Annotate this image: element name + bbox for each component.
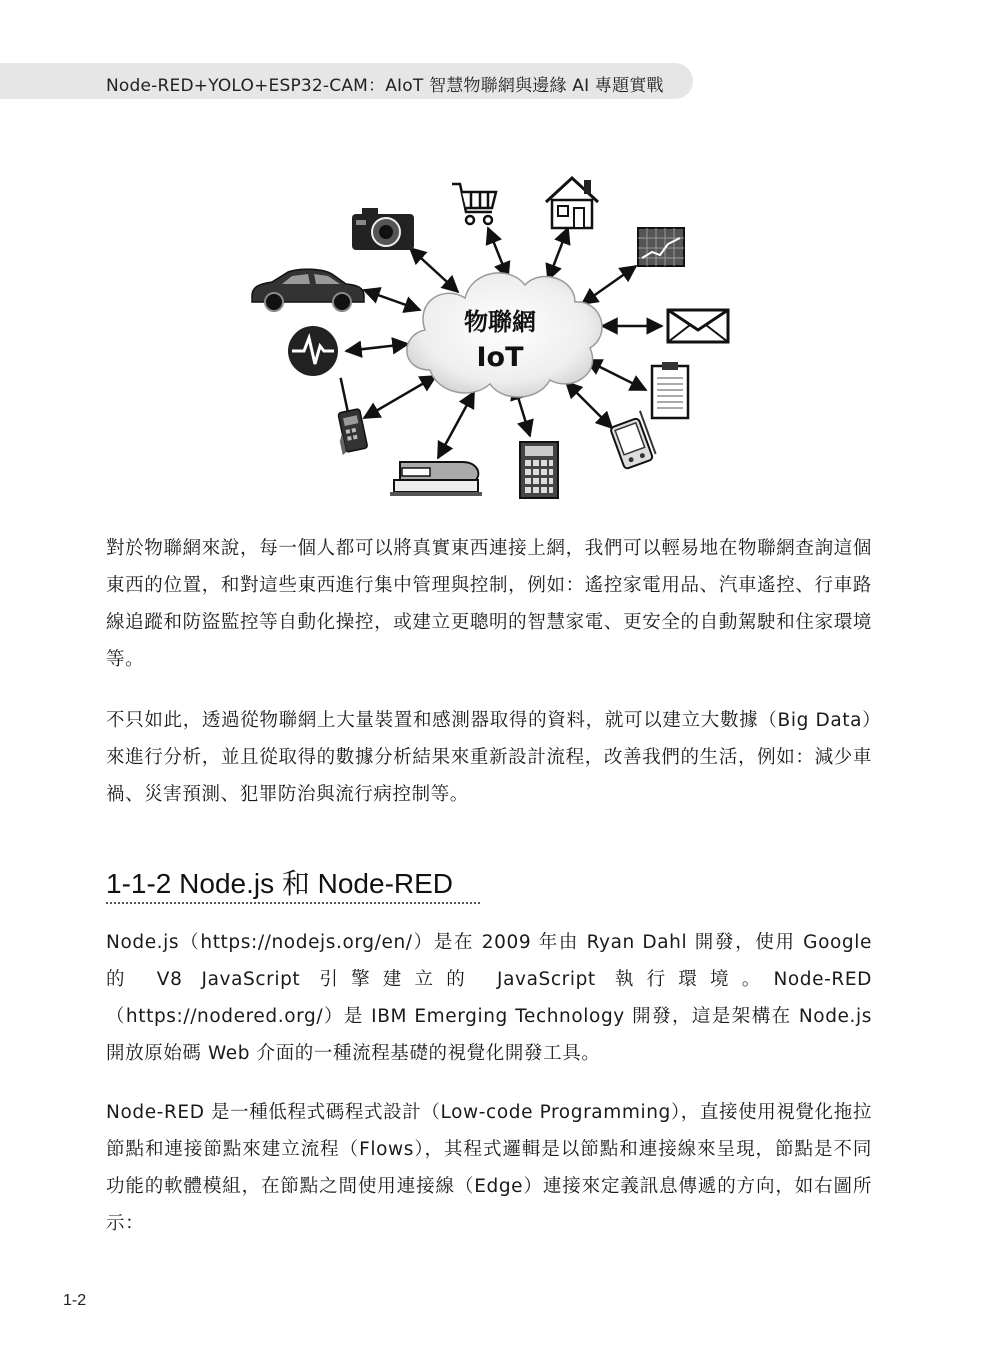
envelope-icon [668, 310, 728, 342]
calculator-icon [520, 442, 558, 498]
arrow-printer [438, 392, 474, 458]
paragraph-big-data: 不只如此，透過從物聯網上大量裝置和感測器取得的資料，就可以建立大數據（Big Data）來進行分析，並且從取得的數據分析結果來重新設計流程，改善我們的生活，例如：減少車禍、災害預測、犯罪防治與流行病控制等。 [106, 710, 872, 805]
pda-icon [608, 411, 657, 470]
arrow-heartbeat [346, 344, 408, 351]
section-heading: 1-1-2 Node.js 和 Node-RED [106, 868, 454, 899]
car-icon [252, 269, 364, 311]
printer-icon [390, 462, 482, 496]
clipboard-icon [652, 362, 688, 418]
cloud-label-iot: IoT [476, 342, 524, 373]
arrow-camera [410, 248, 458, 292]
arrow-car [364, 290, 420, 310]
cloud-label-chinese: 物聯網 [464, 308, 536, 336]
arrow-pda [566, 382, 612, 428]
arrow-walkie-talkie [364, 376, 436, 418]
iot-diagram [240, 170, 740, 505]
page-number: 1-2 [63, 1292, 87, 1309]
camera-icon [352, 208, 414, 250]
arrow-house [548, 228, 568, 280]
paragraph-node-red-lowcode: Node-RED 是一種低程式碼程式設計（Low-code Programming），直接使用視覺化拖拉節點和連接節點來建立流程（Flows），其程式邏輯是以節點和連接線來呈現，節點是不同功能的軟體模組，在節點之間使用連接線（Edge）連接來定義訊息傳遞的方向，如右圖所示： [106, 1102, 872, 1234]
paragraph-nodejs-intro: Node.js（https://nodejs.org/en/）是在 2009 年由 Ryan Dahl 開發，使用 Google 的 V8 JavaScript 引擎建立的 JavaScript 執行環境。Node-RED（https://nodered.org/）是 IBM Emerging Technology 開發，這是架構在 Node.js 開放原始碼 Web 介面的一種流程基礎的視覺化開發工具。 [106, 932, 872, 1064]
running-header-title: Node-RED+YOLO+ESP32-CAM：AIoT 智慧物聯網與邊緣 AI 專題實戰 [106, 76, 664, 96]
arrow-cart [488, 228, 508, 278]
arrow-chart [582, 266, 636, 304]
heading-dotted-rule [106, 902, 480, 904]
heartbeat-monitor-icon [288, 326, 338, 376]
walkie-talkie-icon [327, 375, 368, 455]
chart-icon [638, 228, 684, 266]
shopping-cart-icon [452, 184, 496, 224]
paragraph-iot-overview: 對於物聯網來說，每一個人都可以將真實東西連接上網，我們可以輕易地在物聯網查詢這個東西的位置，和對這些東西進行集中管理與控制，例如：遙控家電用品、汽車遙控、行車路線追蹤和防盜監控等自動化操控，或建立更聰明的智慧家電、更安全的自動駕駛和住家環境等。 [106, 538, 872, 670]
arrow-clipboard [586, 360, 646, 390]
house-icon [546, 178, 598, 228]
